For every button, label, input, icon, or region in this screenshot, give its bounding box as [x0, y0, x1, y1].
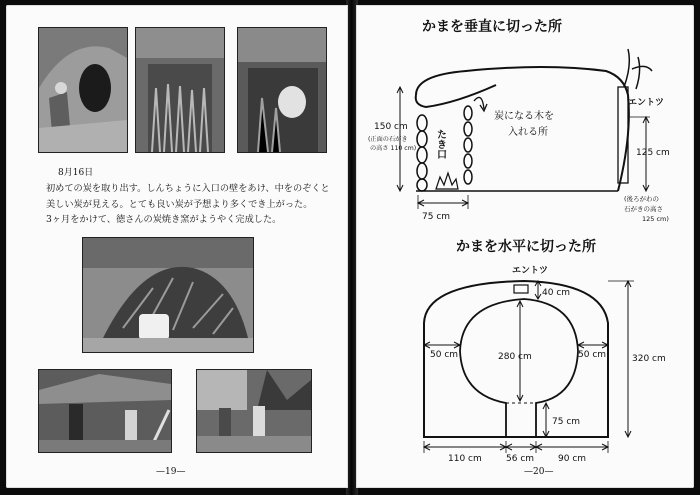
inner-diameter-label: 280 cm: [498, 352, 532, 362]
total-depth-label: 320 cm: [632, 354, 666, 364]
width-label: 75 cm: [422, 212, 451, 222]
back-note-line3: 125 cm): [642, 215, 669, 223]
back-note-line2: 石がきの高さ: [624, 205, 663, 213]
horizontal-section-diagram: [424, 238, 666, 464]
front-stone-wall: [417, 115, 427, 191]
load-arrow: [474, 97, 484, 109]
bottom-left-label: 110 cm: [448, 454, 482, 464]
chimney-label: エントツ: [628, 98, 665, 108]
photo-charcoal-inside: [135, 27, 225, 153]
diary-line: 初めての炭を取り出す。しんちょうに入口の壁をあけ、中をのぞくと: [46, 183, 330, 194]
photo-charcoal-pile: [82, 237, 254, 353]
kiln-front-lip: [416, 85, 496, 107]
diary-line: 美しい炭が見える。とても良い炭が予想より多くでき上がった。: [46, 198, 313, 210]
entrance-width-label: 56 cm: [506, 454, 535, 464]
diary-paragraph: [46, 181, 336, 228]
bottom-right-label: 90 cm: [558, 454, 587, 464]
front-note-line1: (正面の石がき: [368, 136, 408, 143]
photo-worker-in-kiln: [237, 27, 327, 153]
load-area-label-line2: 入れる所: [508, 127, 548, 138]
vertical-section-diagram: [368, 18, 670, 223]
page-number-right: —20—: [524, 467, 554, 477]
photo-workers-outside-2: [196, 369, 312, 453]
page-number-left: —19—: [156, 467, 186, 477]
horizontal-section-title: かまを水平に切った所: [456, 239, 596, 255]
photo-workers-outside-1: [38, 369, 172, 453]
left-wall-label: 50 cm: [430, 350, 459, 360]
chimney-opening: [514, 285, 528, 293]
chimney-smoke: [624, 49, 652, 89]
fire-icon: [436, 173, 458, 189]
top-chimney-label: エントツ: [512, 266, 549, 276]
back-note-line1: (後ろがわの: [624, 195, 660, 203]
entrance-depth-label: 75 cm: [552, 417, 581, 427]
diary-date: 8月16日: [58, 168, 94, 178]
photo-kiln-opening: [38, 27, 128, 153]
back-height-label: 125 cm: [636, 148, 670, 158]
front-note-line2: の高さ 110 cm): [370, 145, 417, 152]
inner-stone-wall: [464, 106, 472, 184]
load-area-label-line1: 炭になる木を: [494, 111, 554, 122]
kiln-diagrams: [356, 5, 694, 488]
front-height-label: 150 cm: [374, 122, 408, 132]
diary-line: 3ヶ月をかけて、徳さんの炭焼き窯がようやく完成した。: [46, 214, 282, 225]
top-gap-label: 40 cm: [542, 288, 571, 298]
firing-hole-label: たき口: [434, 129, 446, 159]
left-page: [6, 5, 348, 488]
right-wall-label: 50 cm: [578, 350, 607, 360]
vertical-section-title: かまを垂直に切った所: [422, 19, 562, 35]
right-page: [356, 5, 694, 488]
